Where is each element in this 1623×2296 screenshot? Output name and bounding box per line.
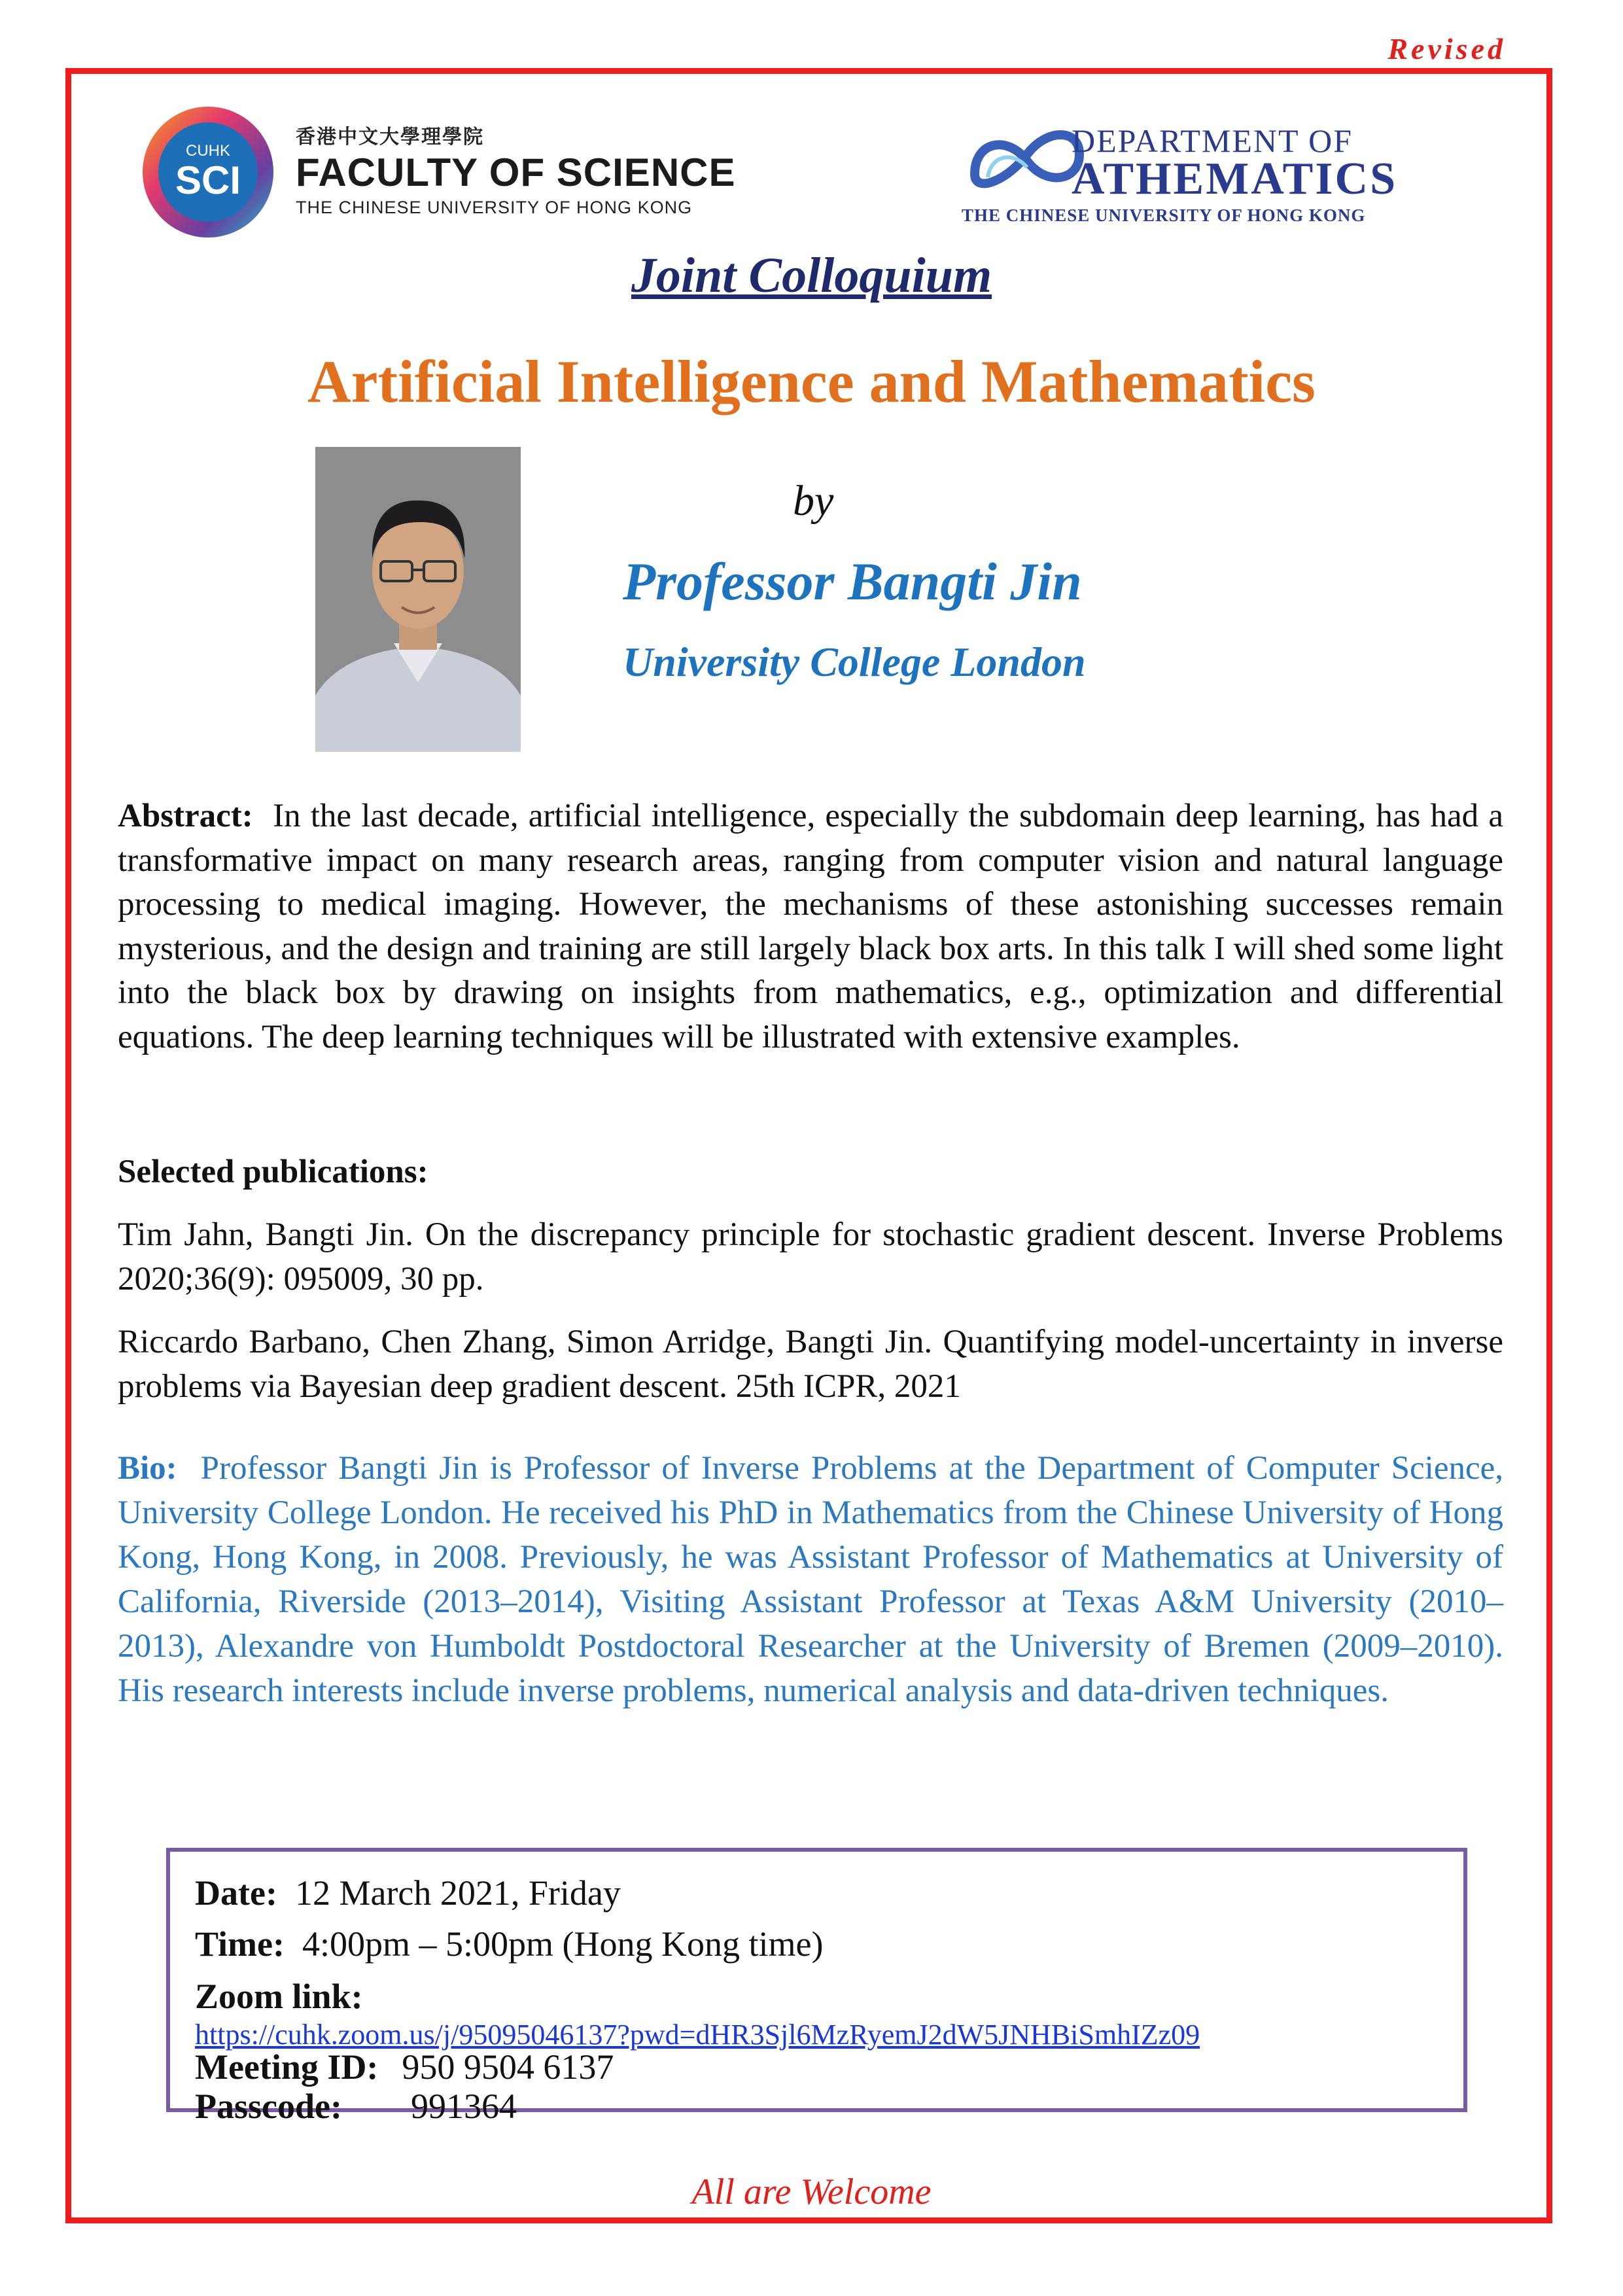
zoom-row xyxy=(195,1976,363,2017)
math-dept-line3: THE CHINESE UNIVERSITY OF HONG KONG xyxy=(962,205,1366,225)
abstract-paragraph xyxy=(118,794,1503,1059)
passcode-label: Passcode: xyxy=(195,2087,342,2126)
math-dept-line2: ATHEMATICS xyxy=(1072,154,1398,204)
time-row xyxy=(195,1924,823,1964)
abstract-label: Abstract: xyxy=(118,798,253,834)
time-label: Time: xyxy=(195,1924,285,1964)
faculty-title: FACULTY OF SCIENCE xyxy=(296,150,736,194)
time-value: 4:00pm – 5:00pm (Hong Kong time) xyxy=(302,1924,824,1964)
by-label: by xyxy=(793,477,834,525)
welcome-message: All are Welcome xyxy=(691,2172,932,2212)
bio-text: Professor Bangti Jin is Professor of Inverse Problems at the Department of Computer Science, University College London. He received his PhD in Mathematics from the Chinese University of Hong Kong, Hong Kong, in 2008. Previously, he was Assistant Professor of Mathematics at University of California, Riverside (2013–2014), Visiting Assistant Professor at Texas A&M University (2010–2013), Alexandre von Humboldt Postdoctoral Researcher at the University of Bremen (2009–2010). His research interests include inverse problems, numerical analysis and data-driven techniques. xyxy=(118,1450,1503,1709)
event-title: Artificial Intelligence and Mathematics xyxy=(307,348,1316,415)
date-value: 12 March 2021, Friday xyxy=(294,1873,621,1913)
speaker-photo xyxy=(315,447,521,752)
publication-item: Tim Jahn, Bangti Jin. On the discrepancy principle for stochastic gradient descent. Inverse Problems 2020;36(9): 095009, 30 pp. xyxy=(118,1216,1503,1298)
revised-label: Revised xyxy=(1387,32,1506,65)
publications-heading: Selected publications: xyxy=(118,1154,428,1190)
sci-badge-top: CUHK xyxy=(185,142,231,160)
math-dept-line1: DEPARTMENT OF xyxy=(1072,122,1353,159)
faculty-of-science-logo xyxy=(139,103,277,241)
bio-paragraph xyxy=(118,1446,1503,1713)
zoom-link[interactable]: https://cuhk.zoom.us/j/95095046137?pwd=dHR3Sjl6MzRyemJ2dW5JNHBiSmhIZz09 xyxy=(195,2019,1200,2051)
event-details-box xyxy=(166,1848,1467,2126)
event-type: Joint Colloquium xyxy=(631,248,992,303)
passcode-row xyxy=(195,2089,517,2124)
date-row xyxy=(195,1873,621,1913)
speaker-portrait-image xyxy=(315,447,521,752)
meeting-id-value: 950 9504 6137 xyxy=(402,2047,614,2087)
passcode-value: 991364 xyxy=(410,2087,517,2126)
faculty-subtitle: THE CHINESE UNIVERSITY OF HONG KONG xyxy=(296,198,693,217)
abstract-text: In the last decade, artificial intelligence, especially the subdomain deep learning, has had a transformative impact on many research areas, ranging from computer vision and natural language processing to medical imaging. However, the mechanisms of these astonishing successes remain mysterious, and the design and training are still largely black box arts. In this talk I will shed some light into the black box by drawing on insights from mathematics, e.g., optimization and differential equations. The deep learning techniques will be illustrated with extensive examples. xyxy=(118,798,1503,1055)
sci-badge-main: SCI xyxy=(175,158,241,202)
department-of-mathematics-logo xyxy=(962,115,1439,233)
publication-item: Riccardo Barbano, Chen Zhang, Simon Arridge, Bangti Jin. Quantifying model-uncertainty in inverse problems via Bayesian deep gradient descent. 25th ICPR, 2021 xyxy=(118,1324,1503,1405)
zoom-label: Zoom link: xyxy=(195,1977,363,2016)
speaker-name: Professor Bangti Jin xyxy=(623,552,1082,611)
bio-label: Bio: xyxy=(118,1450,177,1487)
faculty-text-block xyxy=(296,120,736,218)
meeting-id-label: Meeting ID: xyxy=(195,2047,379,2087)
faculty-chinese-name: 香港中文大學理學院 xyxy=(296,126,484,149)
meeting-id-row xyxy=(195,2047,614,2087)
date-label: Date: xyxy=(195,1873,277,1913)
speaker-affiliation: University College London xyxy=(623,639,1086,685)
